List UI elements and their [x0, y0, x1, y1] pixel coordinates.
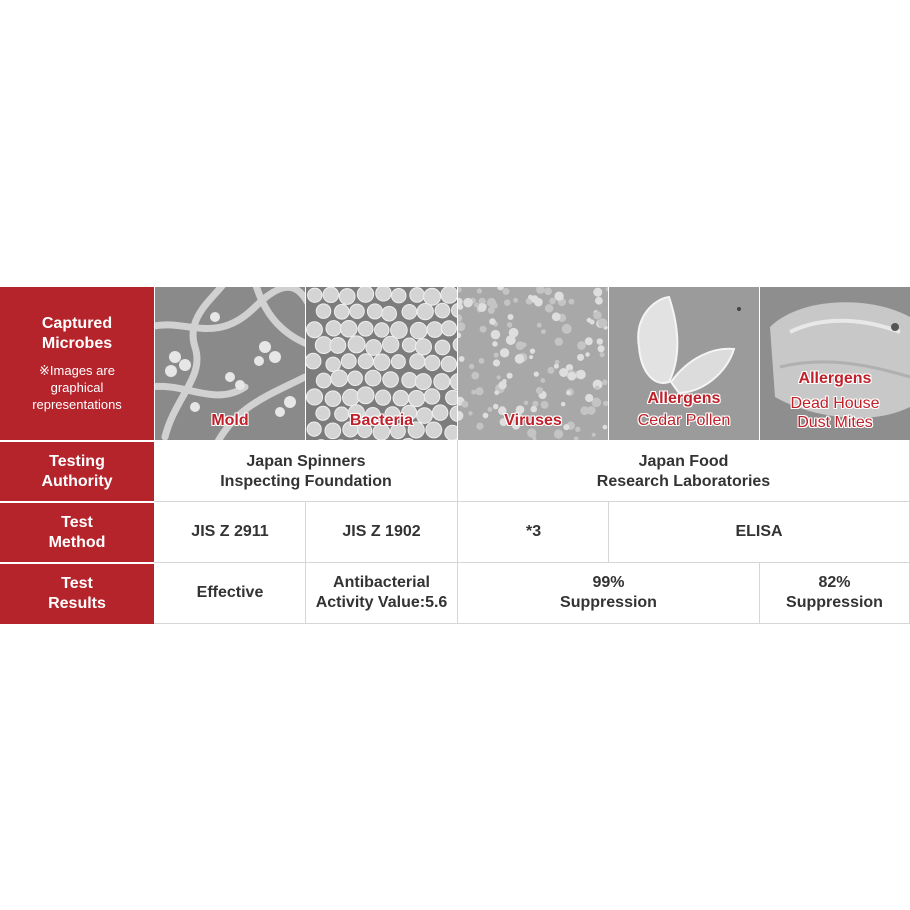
test-method-title: Test Method [48, 513, 106, 551]
result-effective: Effective [196, 584, 264, 601]
dust-mite-sub: Dead House Dust Mites [790, 395, 880, 431]
bacteria-label: Bacteria [349, 412, 414, 429]
testing-authority-title: Testing Authority [41, 452, 113, 490]
cedar-pollen-sub: Cedar Pollen [637, 412, 731, 429]
viruses-label: Viruses [504, 412, 562, 429]
method-note-3: *3 [526, 523, 542, 540]
bacteria-tile [306, 287, 457, 440]
cedar-pollen-label: Allergens [647, 390, 721, 407]
viruses-tile [458, 287, 608, 440]
authority-japan-food: Japan Food Research Laboratories [596, 452, 771, 490]
captured-microbes-header [0, 287, 154, 440]
test-method-header [0, 503, 154, 562]
result-antibacterial: Antibacterial Activity Value:5.6 [315, 574, 448, 611]
mold-label: Mold [211, 412, 249, 429]
test-results-header [0, 564, 154, 624]
dust-mite-tile [760, 287, 910, 440]
authority-japan-spinners: Japan Spinners Inspecting Foundation [220, 452, 392, 490]
mold-tile [155, 287, 305, 440]
method-jis-z-2911: JIS Z 2911 [191, 523, 269, 540]
cedar-pollen-tile [609, 287, 759, 440]
captured-microbes-title: Captured Microbes [41, 315, 113, 352]
test-results-title: Test Results [48, 575, 106, 612]
result-99-suppression: 99% Suppression [560, 574, 657, 611]
dust-mite-label: Allergens [798, 370, 872, 387]
testing-authority-header [0, 442, 154, 501]
method-jis-z-1902: JIS Z 1902 [342, 523, 421, 540]
images-note: ※Images are graphical representations [32, 363, 122, 412]
result-82-suppression: 82% Suppression [786, 574, 883, 611]
method-elisa: ELISA [735, 523, 783, 540]
microbe-test-table [0, 287, 910, 624]
